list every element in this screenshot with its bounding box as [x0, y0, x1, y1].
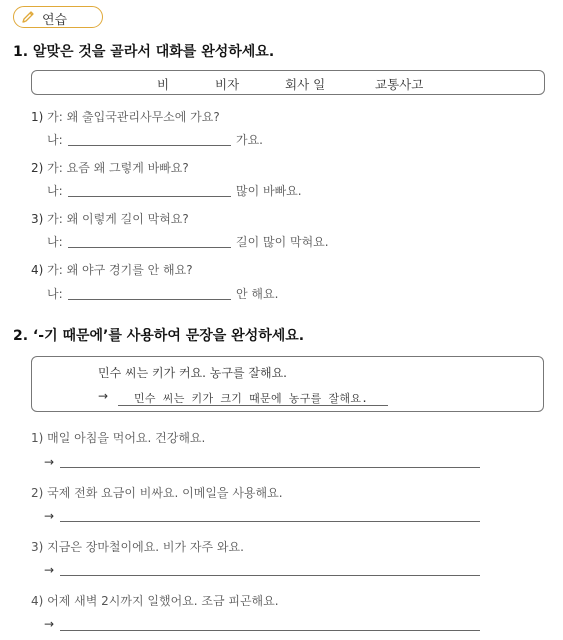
speaker-na: 나: [47, 235, 63, 249]
pencil-icon [20, 9, 36, 25]
s2-question-4 [31, 592, 279, 609]
example-answer: 민수 씨는 키가 크기 때문에 농구를 잘해요. [134, 392, 369, 405]
answer-line[interactable] [60, 630, 480, 631]
question-text: 지금은 장마철이에요. 비가 자주 와요. [47, 540, 244, 554]
question-text: 국제 전화 요금이 비싸요. 이메일을 사용해요. [47, 486, 283, 500]
question-text: 요즘 왜 그렇게 바빠요? [66, 161, 189, 175]
answer-ending: 길이 많이 막혀요. [236, 235, 329, 249]
example-arrow: → [98, 389, 109, 403]
speaker-ga: 가: [47, 212, 63, 226]
answer-arrow: → [44, 455, 55, 469]
section2-title: 2. ‘-기 때문에’를 사용하여 문장을 완성하세요. [13, 328, 305, 344]
question-number: 3) [31, 212, 44, 226]
question-number: 3) [31, 540, 44, 554]
answer-blank[interactable] [68, 145, 231, 146]
word-option: 회사 일 [285, 77, 326, 92]
s2-question-2 [31, 484, 283, 501]
speaker-na: 나: [47, 287, 63, 301]
question-text: 왜 이렇게 길이 막혀요? [66, 212, 189, 226]
answer-arrow: → [44, 563, 55, 577]
example-box [31, 356, 544, 412]
answer-blank[interactable] [68, 247, 231, 248]
s2-question-3 [31, 538, 244, 555]
answer-ending: 많이 바빠요. [236, 184, 302, 198]
answer-blank[interactable] [68, 196, 231, 197]
question-3 [31, 210, 189, 227]
answer-arrow: → [44, 509, 55, 523]
question-number: 1) [31, 110, 44, 124]
question-number: 2) [31, 486, 44, 500]
speaker-ga: 가: [47, 161, 63, 175]
answer-line[interactable] [60, 521, 480, 522]
question-1 [31, 108, 220, 125]
s2-question-1 [31, 429, 205, 446]
question-text: 왜 야구 경기를 안 해요? [66, 263, 193, 277]
question-2 [31, 159, 189, 176]
answer-line[interactable] [60, 467, 480, 468]
word-option: 비 [157, 77, 170, 92]
badge-label: 연습 [42, 13, 68, 28]
question-number: 4) [31, 594, 44, 608]
question-text: 어제 새벽 2시까지 일했어요. 조금 피곤해요. [47, 594, 279, 608]
word-option: 비자 [215, 77, 240, 92]
question-number: 1) [31, 431, 44, 445]
answer-ending: 안 해요. [236, 287, 279, 301]
speaker-ga: 가: [47, 110, 63, 124]
question-number: 2) [31, 161, 44, 175]
practice-badge [13, 6, 103, 28]
question-4 [31, 261, 193, 278]
answer-blank[interactable] [68, 299, 231, 300]
word-box [31, 70, 545, 95]
speaker-na: 나: [47, 133, 63, 147]
answer-line[interactable] [60, 575, 480, 576]
answer-ending: 가요. [236, 133, 263, 147]
answer-arrow: → [44, 617, 55, 631]
question-text: 매일 아침을 먹어요. 건강해요. [47, 431, 206, 445]
question-text: 왜 출입국관리사무소에 가요? [66, 110, 220, 124]
speaker-ga: 가: [47, 263, 63, 277]
question-number: 4) [31, 263, 44, 277]
example-underline [118, 405, 388, 406]
word-option: 교통사고 [375, 77, 424, 92]
section1-title: 1. 알맞은 것을 골라서 대화를 완성하세요. [13, 44, 275, 60]
speaker-na: 나: [47, 184, 63, 198]
example-prompt: 민수 씨는 키가 커요. 농구를 잘해요. [98, 366, 287, 380]
